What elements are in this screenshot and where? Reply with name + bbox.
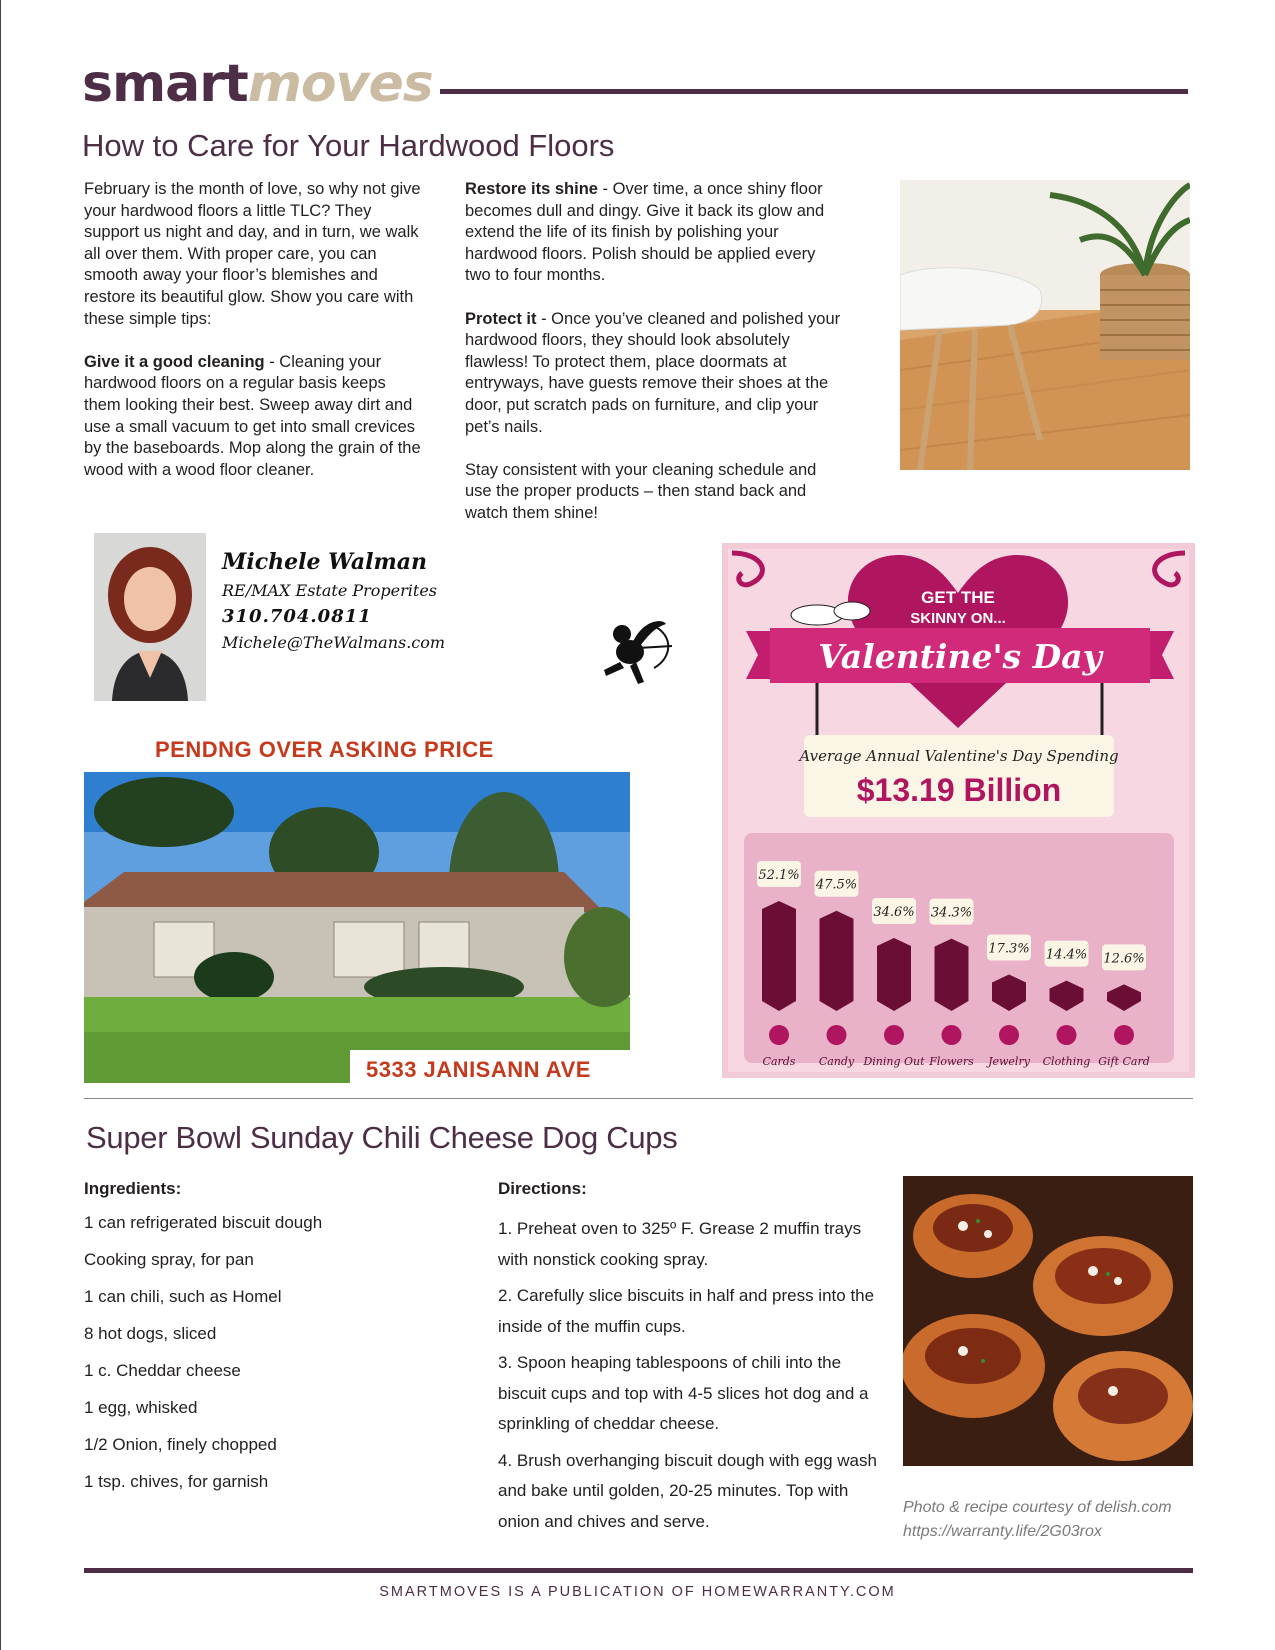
brand-smart: smart: [82, 54, 248, 114]
tip-shine-head: Restore its shine: [465, 180, 598, 198]
footer-rule: [84, 1568, 1193, 1573]
direction-step: 4. Brush overhanging biscuit dough with egg wash and bake until golden, 20-25 minutes. Top with onion and chives and serve.: [498, 1450, 877, 1531]
ingredient-item: 1 can chili, such as Homel: [84, 1287, 282, 1306]
hardwood-title: How to Care for Your Hardwood Floors: [82, 128, 615, 163]
spend-label: Average Annual Valentine's Day Spending: [799, 747, 1119, 765]
ingredient-item: 1 tsp. chives, for garnish: [84, 1472, 269, 1491]
tip-protect-body: - Once you’ve cleaned and polished your hardwood floors, they should look absolutely flawless! To protect them, place doormats at entryways, have guests remove their shoes at the door, put scratch pads on furniture, and clip your pet’s nails.: [465, 309, 841, 436]
directions-list: [498, 1214, 878, 1543]
hardwood-closing: Stay consistent with your cleaning schedule and use the proper products – then stand back and watch them shine!: [465, 460, 817, 522]
jewelry-icon: [999, 1025, 1019, 1045]
spending-bar-cards: [762, 901, 796, 1011]
bar-category-label: Flowers: [929, 1055, 974, 1068]
bar-value-label: 47.5%: [815, 877, 858, 893]
bar-value-label: 34.3%: [930, 905, 973, 921]
chili-cheese-cups-photo: [903, 1176, 1193, 1466]
bar-category-label: Gift Card: [1098, 1055, 1150, 1068]
valentines-infographic: [722, 543, 1195, 1078]
tip-protect-head: Protect it: [465, 309, 537, 328]
ingredient-item: 8 hot dogs, sliced: [84, 1324, 217, 1343]
agent-contact: [222, 549, 445, 652]
banner-top: GET THE: [921, 588, 995, 607]
flowers-icon: [942, 1025, 962, 1045]
bar-value-label: 17.3%: [988, 941, 1030, 957]
tip-shine-body: - Over time, a once shiny floor becomes dull and dingy. Give it back its glow and extend the life of its finish by polishing your hardwood floors. Polish should be applied every two to four months.: [465, 180, 825, 285]
dining-out-icon: [884, 1025, 904, 1045]
bar-category-label: Candy: [818, 1055, 855, 1068]
ingredient-item: 1 egg, whisked: [84, 1398, 198, 1417]
bar-category-label: Dining Out: [863, 1055, 925, 1068]
listing-status: PENDNG OVER ASKING PRICE: [155, 737, 494, 762]
recipe-title: Super Bowl Sunday Chili Cheese Dog Cups: [86, 1120, 678, 1155]
agent-company: RE/MAX Estate Properites: [222, 581, 438, 600]
house-photo: [84, 772, 630, 1083]
bar-value-label: 14.4%: [1045, 947, 1088, 963]
hardwood-intro: February is the month of love, so why not give your hardwood floors a little TLC? They support us night and day, and in turn, we walk all over them. With proper care, you can smooth away your floor’s blemishes and restore its beautiful glow. Show you care with these simple tips:: [84, 180, 421, 328]
banner-title: Valentine's Day: [818, 637, 1102, 676]
page-edge: [0, 0, 1, 1650]
banner-top-2: SKINNY ON...: [910, 610, 1006, 627]
credit-line: Photo & recipe courtesy of delish.com: [903, 1499, 1172, 1516]
agent-name: Michele Walman: [222, 549, 428, 575]
spending-bar-flowers: [935, 939, 969, 1011]
tip-cleaning-head: Give it a good cleaning: [84, 352, 265, 371]
listing-address: 5333 JANISANN AVE: [366, 1057, 591, 1082]
agent-phone[interactable]: 310.704.0811: [222, 606, 372, 627]
direction-step: 1. Preheat oven to 325º F. Grease 2 muffin trays with nonstick cooking spray.: [498, 1219, 862, 1269]
candy-icon: [827, 1025, 847, 1045]
tip-protect: [465, 309, 845, 439]
brand-logo: [82, 54, 433, 114]
spending-bar-dining-out: [877, 938, 911, 1011]
gift-card-icon: [1114, 1025, 1134, 1045]
bar-category-label: Clothing: [1042, 1055, 1091, 1068]
bar-category-label: Jewelry: [988, 1055, 1030, 1068]
cupid-icon: [592, 610, 676, 690]
footer-text: SMARTMOVES IS A PUBLICATION OF HOMEWARRANTY.COM: [379, 1584, 896, 1600]
ingredients-list: [84, 1212, 322, 1508]
ingredient-item: Cooking spray, for pan: [84, 1250, 254, 1269]
tip-shine: [465, 179, 845, 287]
bar-value-label: 52.1%: [758, 868, 800, 883]
credit-link[interactable]: https://warranty.life/2G03rox: [903, 1523, 1102, 1540]
agent-headshot: [94, 533, 206, 701]
bar-value-label: 34.6%: [873, 904, 915, 920]
hardwood-column-left: [84, 179, 424, 503]
brand-moves: moves: [247, 54, 433, 114]
tip-cleaning-body: - Cleaning your hardwood floors on a regular basis keeps them looking their best. Sweep away dirt and use a small vacuum to get into small crevices by the baseboards. Mop along the grain of the wood with a wood floor cleaner.: [84, 352, 421, 479]
directions-heading: Directions:: [498, 1179, 587, 1198]
ingredient-item: 1/2 Onion, finely chopped: [84, 1435, 277, 1454]
photo-credit: [903, 1496, 1172, 1544]
hardwood-column-right: [465, 179, 845, 546]
masthead-rule: [440, 89, 1188, 94]
direction-step: 3. Spoon heaping tablespoons of chili into the biscuit cups and top with 4-5 slices hot dog and a sprinkling of cheddar cheese.: [498, 1353, 869, 1433]
ingredients-heading: Ingredients:: [84, 1179, 182, 1198]
section-divider: [84, 1098, 1193, 1099]
tip-cleaning: [84, 352, 424, 482]
hardwood-floor-photo: [900, 180, 1190, 470]
spending-bar-candy: [820, 911, 854, 1011]
direction-step: 2. Carefully slice biscuits in half and press into the inside of the muffin cups.: [498, 1286, 875, 1336]
ingredient-item: 1 can refrigerated biscuit dough: [84, 1213, 323, 1232]
bar-category-label: Cards: [762, 1055, 796, 1068]
spend-value: $13.19 Billion: [856, 772, 1062, 808]
clothing-icon: [1057, 1025, 1077, 1045]
agent-email[interactable]: Michele@TheWalmans.com: [222, 633, 446, 652]
ingredient-item: 1 c. Cheddar cheese: [84, 1361, 241, 1380]
bar-value-label: 12.6%: [1103, 951, 1145, 967]
cards-icon: [769, 1025, 789, 1045]
